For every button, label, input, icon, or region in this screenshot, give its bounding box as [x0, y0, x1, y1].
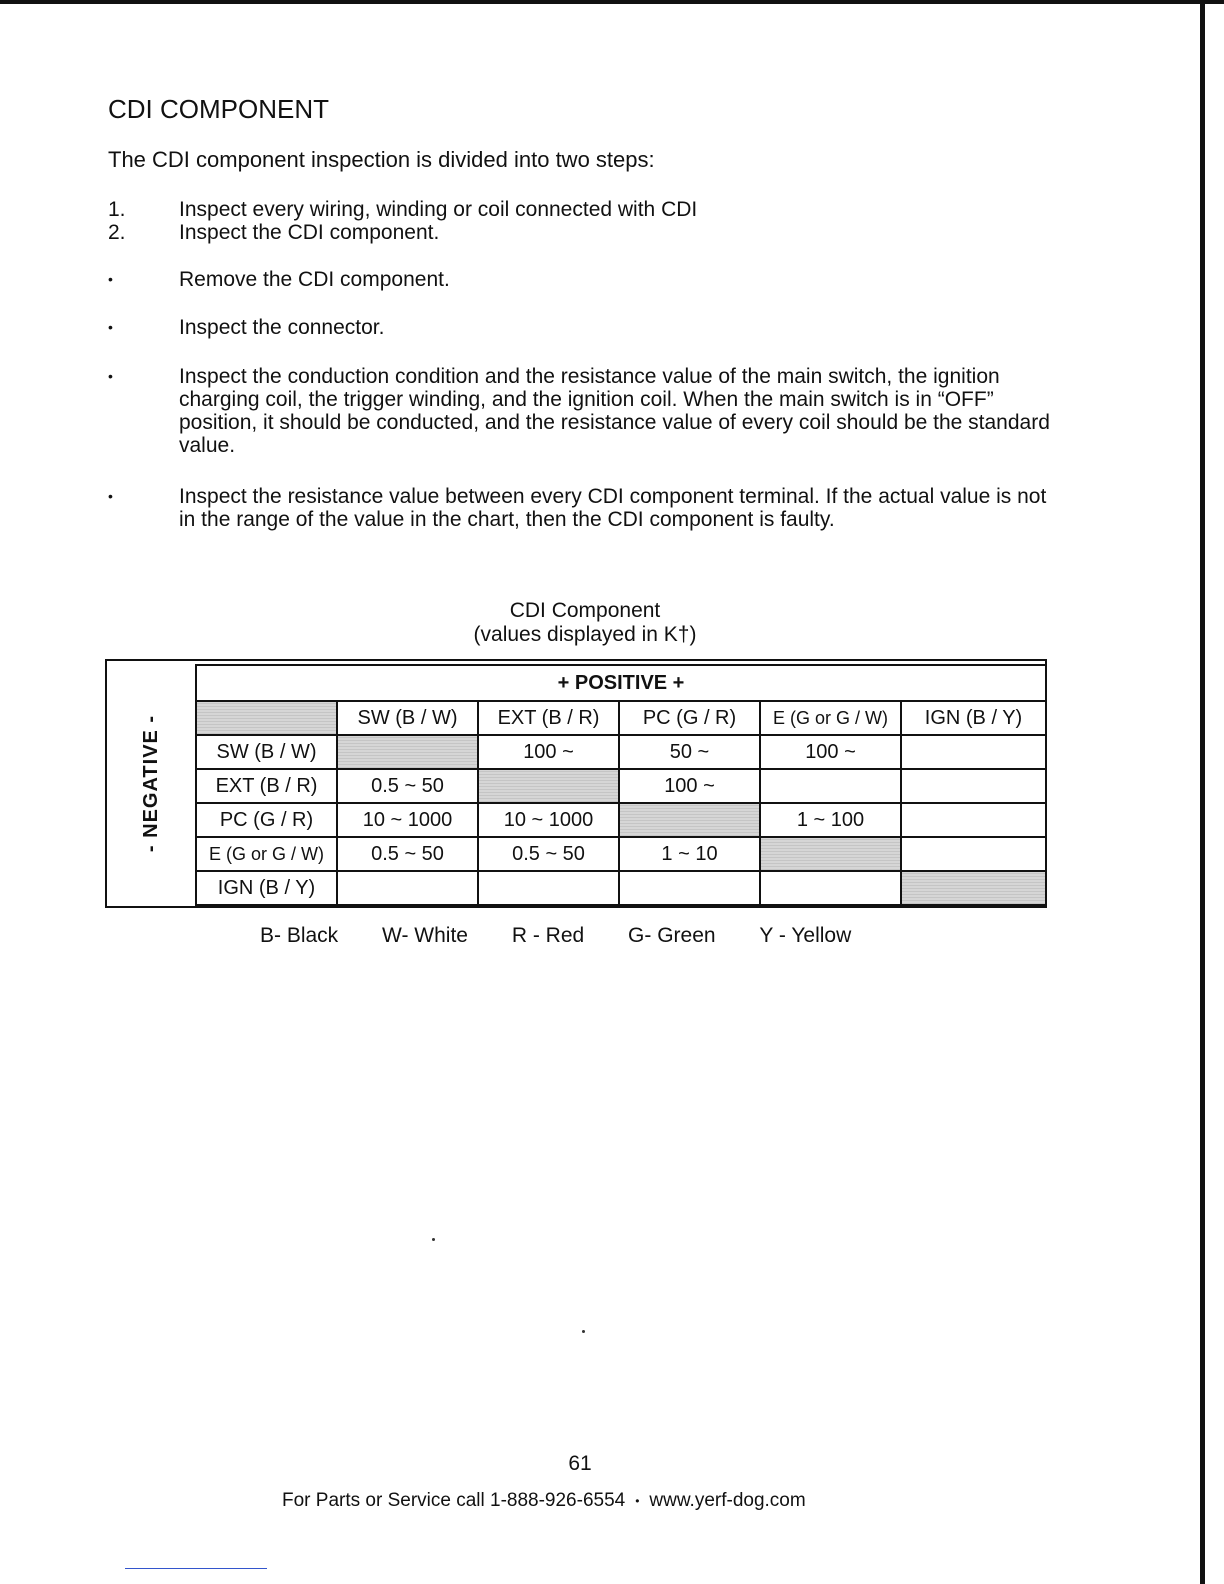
step-text: Inspect every wiring, winding or coil connected with CDI — [179, 198, 698, 221]
table-cell: 1 ~ 10 — [619, 837, 760, 871]
scan-speck — [582, 1330, 585, 1333]
bullet-mark: • — [108, 271, 113, 287]
table-cell — [619, 803, 760, 837]
table-cell — [760, 769, 901, 803]
legend-item: W- White — [382, 924, 468, 947]
table-row — [196, 735, 1046, 769]
page-number: 61 — [568, 1452, 592, 1475]
footer-text: For Parts or Service call 1-888-926-6554 — [282, 1490, 626, 1511]
table-cell — [901, 871, 1046, 905]
bullet-text: Remove the CDI component. — [179, 268, 450, 291]
negative-label-text: - NEGATIVE - — [140, 714, 163, 852]
column-header-row — [196, 701, 1046, 735]
table-cell — [901, 803, 1046, 837]
footer-separator: • — [635, 1493, 640, 1508]
legend-item: R - Red — [511, 924, 585, 947]
table-cell: 10 ~ 1000 — [478, 803, 619, 837]
legend-item: Y - Yellow — [759, 924, 852, 947]
table-cell — [478, 769, 619, 803]
table-cell: 0.5 ~ 50 — [478, 837, 619, 871]
bullet-mark: • — [108, 488, 113, 504]
table-row — [196, 837, 1046, 871]
column-header: SW (B / W) — [337, 701, 478, 735]
footer-url[interactable]: www.yerf-dog.com — [649, 1490, 806, 1511]
step-number: 1. — [108, 198, 126, 221]
right-border-line — [1200, 0, 1205, 1584]
step-text: Inspect the CDI component. — [179, 221, 440, 244]
chart-subtitle: (values displayed in K†) — [473, 623, 697, 646]
column-header: EXT (B / R) — [478, 701, 619, 735]
scan-speck — [432, 1238, 435, 1241]
table-cell — [901, 837, 1046, 871]
row-header: PC (G / R) — [196, 803, 337, 837]
bullet-text: Inspect the resistance value between every CDI component terminal. If the actual value is not in the range of the value in the chart, then the CDI component is faulty. — [179, 485, 1047, 531]
legend-item: G- Green — [628, 924, 716, 947]
bullet-text: Inspect the connector. — [179, 316, 385, 339]
row-header: EXT (B / R) — [196, 769, 337, 803]
table-row — [196, 871, 1046, 905]
positive-axis-label: + POSITIVE + — [196, 665, 1046, 701]
positive-header-row — [196, 665, 1046, 701]
corner-cell — [196, 701, 337, 735]
table-cell: 100 ~ — [760, 735, 901, 769]
column-header: E (G or G / W) — [760, 701, 901, 735]
footer — [282, 1490, 806, 1512]
step-number: 2. — [108, 221, 126, 244]
table-cell — [619, 871, 760, 905]
section-heading: CDI COMPONENT — [108, 94, 329, 124]
table-cell: 0.5 ~ 50 — [337, 837, 478, 871]
legend-item: B- Black — [260, 924, 339, 947]
table-cell: 10 ~ 1000 — [337, 803, 478, 837]
negative-axis-label — [108, 660, 196, 906]
chart-title: CDI Component — [509, 599, 661, 622]
table-row — [196, 769, 1046, 803]
table-cell: 50 ~ — [619, 735, 760, 769]
column-header: PC (G / R) — [619, 701, 760, 735]
bullet-text: Inspect the conduction condition and the resistance value of the main switch, the ignition charging coil, the trigger winding, and the ignition coil. When the main switch is in “OFF” position, it should be conducted, and the resistance value of every coil should be the standard value. — [179, 365, 1050, 457]
bullet-mark: • — [108, 368, 113, 384]
color-legend — [260, 924, 889, 948]
table-cell — [901, 735, 1046, 769]
table-cell: 0.5 ~ 50 — [337, 769, 478, 803]
bottom-corner-line — [125, 1568, 267, 1569]
step-2 — [108, 221, 439, 245]
table-cell: 100 ~ — [619, 769, 760, 803]
table-cell — [901, 769, 1046, 803]
resistance-table — [195, 664, 1047, 906]
table-cell: 100 ~ — [478, 735, 619, 769]
table-cell — [760, 871, 901, 905]
row-header: IGN (B / Y) — [196, 871, 337, 905]
table-cell: 1 ~ 100 — [760, 803, 901, 837]
intro-text: The CDI component inspection is divided into two steps: — [108, 147, 655, 172]
table-cell — [337, 735, 478, 769]
bullet-mark: • — [108, 319, 113, 335]
step-1 — [108, 198, 697, 222]
top-border-line — [0, 0, 1224, 4]
table-cell — [760, 837, 901, 871]
column-header: IGN (B / Y) — [901, 701, 1046, 735]
table-cell — [337, 871, 478, 905]
row-header: E (G or G / W) — [196, 837, 337, 871]
row-header: SW (B / W) — [196, 735, 337, 769]
table-cell — [478, 871, 619, 905]
table-row — [196, 803, 1046, 837]
